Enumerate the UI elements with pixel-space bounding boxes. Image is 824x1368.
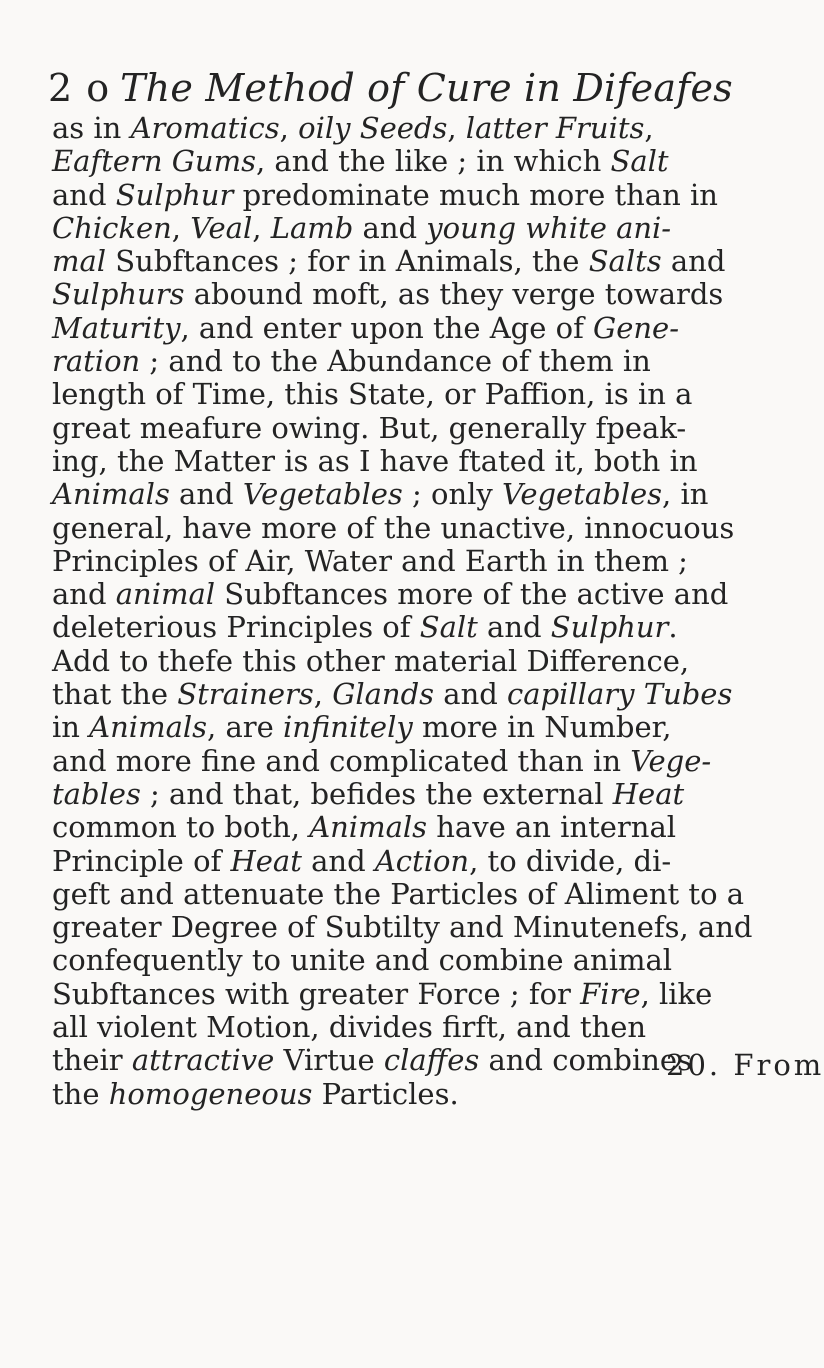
text-segment: Subftances ; for in Animals, the: [106, 244, 589, 279]
text-segment: ,: [447, 111, 466, 145]
text-line: [52, 1011, 757, 1044]
text-line: [52, 678, 757, 711]
body-text: [52, 112, 757, 1111]
text-line: [52, 845, 757, 878]
text-segment: in: [52, 710, 90, 745]
italic-text-segment: oily Seeds: [298, 111, 448, 145]
text-line: [52, 145, 757, 178]
text-segment: , to divide, di-: [469, 843, 672, 878]
text-segment: their: [52, 1043, 132, 1078]
italic-text-segment: capillary Tubes: [507, 677, 733, 712]
italic-text-segment: Glands: [332, 677, 435, 712]
text-segment: great meafure owing. But, generally fpeak-: [52, 410, 687, 445]
text-segment: the: [52, 1076, 109, 1111]
text-segment: general, have more of the unactive, innocuous: [52, 510, 735, 545]
text-segment: and: [52, 177, 116, 212]
text-segment: common to both,: [52, 810, 310, 845]
italic-text-segment: Heat: [230, 843, 302, 878]
text-segment: predominate much more than in: [233, 177, 718, 212]
text-line: [52, 878, 757, 911]
text-segment: ; and to the Abundance of them in: [140, 344, 651, 379]
text-segment: ,: [644, 111, 654, 145]
text-line: [52, 645, 757, 678]
text-segment: ,: [279, 111, 299, 145]
italic-text-segment: Animals: [52, 477, 170, 512]
italic-text-segment: homogeneous: [108, 1076, 313, 1111]
text-segment: , and the like ; in which: [256, 144, 611, 179]
text-line: [52, 911, 757, 944]
text-line: [52, 1078, 757, 1111]
italic-text-segment: Veal: [190, 210, 253, 245]
text-segment: and more fine and complicated than in: [52, 743, 631, 778]
text-segment: Subftances with greater Force ; for: [52, 976, 581, 1011]
italic-text-segment: mal: [52, 244, 107, 279]
italic-text-segment: Maturity: [52, 310, 181, 345]
text-line: [52, 745, 757, 778]
italic-text-segment: latter Fruits: [465, 111, 645, 145]
text-line: [52, 778, 757, 811]
italic-text-segment: Fire: [580, 976, 641, 1011]
text-segment: more in Number,: [412, 710, 672, 745]
running-title: The Method of Cure in Difeafes: [120, 66, 733, 110]
italic-text-segment: Chicken: [52, 210, 172, 245]
text-line: [52, 711, 757, 744]
text-segment: Add to thefe this other material Difference,: [52, 643, 690, 678]
italic-text-segment: Strainers: [177, 677, 314, 712]
text-segment: and combines: [479, 1043, 692, 1078]
italic-text-segment: Sulphur: [115, 177, 234, 212]
text-segment: as in: [52, 111, 131, 145]
italic-text-segment: Salts: [588, 244, 662, 279]
text-segment: and: [52, 577, 116, 612]
text-line: [52, 811, 757, 844]
italic-text-segment: Vegetables: [502, 477, 663, 512]
italic-text-segment: infinitely: [283, 710, 413, 745]
text-line: [52, 578, 757, 611]
italic-text-segment: Aromatics: [130, 111, 280, 145]
italic-text-segment: Heat: [612, 776, 685, 811]
italic-text-segment: attractive: [131, 1043, 275, 1078]
text-line: [52, 412, 757, 445]
text-segment: ,: [313, 677, 333, 712]
text-segment: and: [169, 477, 243, 512]
text-line: [52, 944, 757, 977]
italic-text-segment: Vegetables: [242, 477, 403, 512]
italic-text-segment: Sulphurs: [52, 277, 185, 312]
text-segment: Principle of: [52, 843, 231, 878]
text-line: [52, 611, 757, 644]
text-segment: length of Time, this State, or Paffion, is in a: [52, 377, 693, 412]
text-segment: , in: [662, 477, 709, 512]
text-segment: ,: [171, 210, 191, 245]
text-segment: geft and attenuate the Particles of Aliment to a: [52, 876, 745, 911]
page-header: [48, 66, 753, 110]
text-segment: confequently to unite and combine animal: [52, 943, 673, 978]
text-line: [52, 179, 757, 212]
italic-text-segment: Eaftern Gums: [52, 144, 256, 179]
text-line: [52, 478, 757, 511]
text-segment: deleterious Principles of: [52, 610, 420, 645]
text-segment: Virtue: [274, 1043, 384, 1078]
text-line: [52, 512, 757, 545]
italic-text-segment: Animals: [89, 710, 208, 745]
italic-text-segment: Gene-: [593, 310, 679, 345]
text-segment: abound moft, as they verge towards: [184, 277, 724, 312]
page-number: 2 o: [48, 66, 111, 110]
italic-text-segment: Salt: [419, 610, 478, 645]
text-line: [52, 312, 757, 345]
text-segment: that the: [52, 677, 178, 712]
catchword: 20. From: [666, 1048, 824, 1082]
text-segment: ing, the Matter is as I have ftated it, both in: [52, 443, 698, 478]
text-line: [52, 112, 757, 145]
italic-text-segment: Animals: [309, 810, 428, 845]
italic-text-segment: tables: [52, 776, 141, 811]
text-segment: Particles.: [312, 1076, 459, 1111]
text-segment: ; only: [402, 477, 503, 512]
italic-text-segment: claffes: [383, 1043, 480, 1078]
text-segment: , like: [640, 976, 713, 1011]
text-segment: have an internal: [427, 810, 677, 845]
text-line: [52, 545, 757, 578]
text-segment: and: [661, 244, 726, 279]
text-segment: .: [668, 610, 678, 645]
italic-text-segment: Lamb: [270, 210, 354, 245]
italic-text-segment: young white ani-: [426, 210, 672, 245]
text-line: [52, 345, 757, 378]
text-segment: ; and that, befides the external: [140, 776, 613, 811]
text-segment: , and enter upon the Age of: [180, 310, 594, 345]
text-line: [52, 245, 757, 278]
text-segment: ,: [252, 210, 271, 245]
text-segment: Subftances more of the active and: [215, 577, 729, 612]
italic-text-segment: Vege-: [630, 743, 712, 778]
text-segment: greater Degree of Subtilty and Minutenefs, and: [52, 910, 753, 945]
italic-text-segment: Sulphur: [550, 610, 669, 645]
italic-text-segment: Action: [374, 843, 470, 878]
text-line: [52, 1044, 757, 1077]
text-segment: and: [434, 677, 508, 712]
text-segment: and: [301, 843, 375, 878]
text-segment: and: [477, 610, 551, 645]
italic-text-segment: ration: [52, 344, 141, 379]
text-segment: all violent Motion, divides firft, and then: [52, 1010, 647, 1045]
text-line: [52, 212, 757, 245]
text-segment: Principles of Air, Water and Earth in them ;: [52, 543, 688, 578]
text-line: [52, 278, 757, 311]
text-line: [52, 978, 757, 1011]
italic-text-segment: animal: [115, 577, 216, 612]
text-line: [52, 445, 757, 478]
italic-text-segment: Salt: [610, 144, 669, 179]
text-segment: , are: [207, 710, 283, 745]
text-line: [52, 378, 757, 411]
text-segment: and: [353, 210, 427, 245]
